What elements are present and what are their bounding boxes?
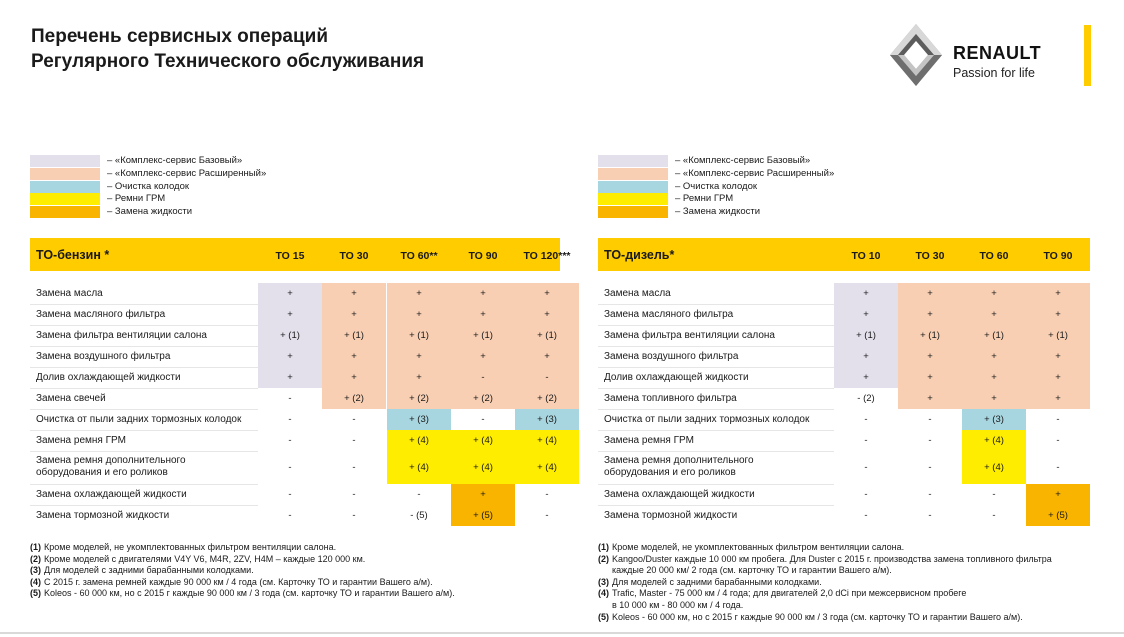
footnote-number: (4) xyxy=(598,588,609,599)
footnote-text: Кроме моделей с двигателями V4Y V6, M4R, 2ZV, H4M – каждые 120 000 км. xyxy=(44,553,366,564)
table-cell: + xyxy=(322,304,386,325)
table-cell: + xyxy=(322,283,386,304)
footnote-text: С 2015 г. замена ремней каждые 90 000 км / 4 года (см. Карточку ТО и гарантии Вашего а/м). xyxy=(44,576,433,587)
table-cell: + (1) xyxy=(258,325,322,346)
table-cell: + xyxy=(962,367,1026,388)
footnote xyxy=(598,554,1052,566)
row-label xyxy=(604,510,737,522)
column-header: ТО 10 xyxy=(851,250,881,262)
table-cell: + xyxy=(451,346,515,367)
row-label-line: Очистка от пыли задних тормозных колодок xyxy=(36,413,242,425)
row-label xyxy=(36,489,187,501)
table-cell: - xyxy=(992,510,996,521)
table-cell: + (2) xyxy=(451,388,515,409)
table-row xyxy=(598,505,1090,526)
table-cell: - xyxy=(1056,462,1060,473)
table-cell: - xyxy=(288,435,292,446)
footnote xyxy=(598,542,1052,554)
table-row xyxy=(30,283,560,304)
table-cell: + (4) xyxy=(451,430,515,451)
table-cell: + (5) xyxy=(1026,505,1090,526)
table-cell: + xyxy=(515,283,579,304)
brand-tagline: Passion for life xyxy=(953,66,1035,80)
table-cell: + (4) xyxy=(962,430,1026,451)
footnote-text: Для моделей с задними барабанными колодками. xyxy=(44,565,254,576)
table-cell: + (1) xyxy=(515,325,579,346)
table-row xyxy=(598,451,1090,484)
table-cell: + (5) xyxy=(451,505,515,526)
row-label-line: Замена топливного фильтра xyxy=(604,392,737,404)
footnote-text: Кроме моделей, не укомплектованных фильтром вентиляции салона. xyxy=(612,542,905,552)
row-label xyxy=(604,393,737,405)
column-header: ТО 30 xyxy=(915,250,945,262)
table-header xyxy=(30,238,571,271)
table-row xyxy=(598,484,1090,505)
row-label-line: Замена фильтра вентиляции салона xyxy=(36,329,207,341)
table-cell: + (4) xyxy=(962,451,1026,484)
table-cell: + xyxy=(451,304,515,325)
table-cell: + (1) xyxy=(322,325,386,346)
page-title xyxy=(31,24,424,74)
table-cell: - xyxy=(288,393,292,404)
row-label-line: Замена масляного фильтра xyxy=(36,308,166,320)
row-label xyxy=(604,455,754,479)
row-label-line: оборудования и его роликов xyxy=(36,467,168,478)
footnote xyxy=(598,588,1052,600)
table-cell: + xyxy=(515,304,579,325)
row-label-line: Замена тормозной жидкости xyxy=(604,509,738,521)
table-row xyxy=(598,346,1090,367)
footnote-number: (5) xyxy=(30,588,41,599)
legend-label: – «Комплекс-сервис Базовый» xyxy=(675,155,811,166)
footnote xyxy=(30,542,455,554)
table-cell: + (4) xyxy=(451,451,515,484)
table-cell: + xyxy=(387,367,451,388)
legend-label: – Замена жидкости xyxy=(107,206,193,218)
footnote-continuation xyxy=(598,565,1052,577)
table-cell: - xyxy=(352,489,356,500)
legend-swatch xyxy=(598,206,668,218)
table-cell: - xyxy=(928,510,932,521)
footnote-number: (2) xyxy=(30,553,41,564)
footnote-number: (4) xyxy=(30,576,41,587)
row-label xyxy=(604,351,738,363)
table-cell: - xyxy=(864,414,868,425)
table-cell: + xyxy=(258,283,322,304)
table-cell: + xyxy=(1026,388,1090,409)
row-label-line: Замена ремня дополнительного xyxy=(36,455,186,466)
row-label xyxy=(604,489,755,501)
table-cell: + xyxy=(962,388,1026,409)
table-cell: - xyxy=(545,489,549,500)
table-cell: + xyxy=(834,283,898,304)
table-cell: + (1) xyxy=(387,325,451,346)
row-label-line: Замена охлаждающей жидкости xyxy=(36,488,187,500)
row-label-line: Замена масляного фильтра xyxy=(604,308,734,320)
table-cell: - xyxy=(288,510,292,521)
table-cell: + xyxy=(898,367,962,388)
table-cell: + xyxy=(387,283,451,304)
table-cell: - xyxy=(451,367,515,388)
row-label-line: Замена ремня дополнительного xyxy=(604,455,754,466)
row-label xyxy=(36,393,106,405)
table-cell: - xyxy=(928,462,932,473)
table-row xyxy=(30,388,560,409)
table-cell: - xyxy=(352,414,356,425)
legend-label: – Ремни ГРМ xyxy=(107,193,166,205)
row-label xyxy=(36,288,103,300)
table-cell: + xyxy=(962,346,1026,367)
table-cell: + (4) xyxy=(387,451,451,484)
table-cell: + xyxy=(258,304,322,325)
table-cell: + xyxy=(387,304,451,325)
row-label xyxy=(604,414,809,426)
table-cell: + (3) xyxy=(962,409,1026,430)
table-row xyxy=(598,304,1090,325)
table-cell: + xyxy=(322,367,386,388)
column-header: ТО 30 xyxy=(339,250,369,262)
table-row xyxy=(30,451,560,484)
table-cell: + (2) xyxy=(387,388,451,409)
table-cell: - xyxy=(288,462,292,473)
table-cell: + (1) xyxy=(451,325,515,346)
row-label xyxy=(604,288,671,300)
table-cell: - xyxy=(352,510,356,521)
table-cell: - xyxy=(288,489,292,500)
table-cell: + xyxy=(962,283,1026,304)
table-cell: + (4) xyxy=(515,451,579,484)
row-label-line: Замена воздушного фильтра xyxy=(604,350,739,362)
legend-swatch xyxy=(30,181,100,193)
row-label-line: Замена ремня ГРМ xyxy=(36,434,126,446)
row-label xyxy=(604,330,775,342)
table-cell: + xyxy=(515,346,579,367)
table-cell: - xyxy=(928,414,932,425)
legend-label: – Очистка колодок xyxy=(675,180,758,192)
table-cell: + xyxy=(898,388,962,409)
legend-label: – «Комплекс-сервис Базовый» xyxy=(107,155,243,166)
table-cell: - xyxy=(992,489,996,500)
table-cell: - xyxy=(288,414,292,425)
legend-swatch xyxy=(598,168,668,180)
renault-diamond-icon xyxy=(888,22,944,88)
table-cell: + (4) xyxy=(387,430,451,451)
table-cell: + xyxy=(1026,484,1090,505)
footnote-number: (1) xyxy=(30,542,41,552)
table-cell: - xyxy=(352,435,356,446)
table-row xyxy=(30,430,560,451)
table-cell: + xyxy=(1026,367,1090,388)
row-label xyxy=(36,510,169,522)
footnote xyxy=(598,612,1052,624)
table-cell: + (2) xyxy=(322,388,386,409)
footnote-text: Koleos - 60 000 км, но с 2015 г каждые 90 000 км / 3 года (см. карточку ТО и гарантии Вашего а/м). xyxy=(44,588,455,599)
brand-name: RENAULT xyxy=(953,43,1042,63)
column-header: ТО 90 xyxy=(468,250,498,262)
footnote-text: Kangoo/Duster каждые 10 000 км пробега. Для Duster с 2015 г. производства замена топливного фильтра xyxy=(612,553,1052,564)
legend-swatch xyxy=(30,193,100,205)
legend-label: – «Комплекс-сервис Расширенный» xyxy=(675,167,835,179)
footnote-number: (3) xyxy=(30,565,41,576)
footnote xyxy=(598,577,1052,589)
column-header: ТО 90 xyxy=(1043,250,1073,262)
table-row xyxy=(30,304,560,325)
table-row xyxy=(30,325,560,346)
footnote-number: (2) xyxy=(598,553,609,564)
table-cell: - xyxy=(515,367,579,388)
table-header xyxy=(598,238,1090,271)
row-label xyxy=(36,435,126,447)
table-cell: + xyxy=(322,346,386,367)
table-cell: + (1) xyxy=(898,325,962,346)
row-label-line: Замена ремня ГРМ xyxy=(604,434,694,446)
table-row xyxy=(598,283,1090,304)
footnote-continuation xyxy=(598,600,1052,612)
column-header: ТО 120*** xyxy=(523,250,571,262)
table-cell: + (3) xyxy=(387,409,451,430)
column-header: ТО 60 xyxy=(979,250,1009,262)
table-cell: + (1) xyxy=(834,325,898,346)
footnote-number: (5) xyxy=(598,611,609,622)
table-cell: - xyxy=(352,462,356,473)
legend-label: – Замена жидкости xyxy=(675,206,761,218)
footnote xyxy=(30,588,455,600)
row-label xyxy=(36,330,207,342)
table-cell: - xyxy=(864,462,868,473)
footnote-number: (1) xyxy=(598,542,609,552)
legend-label: – Ремни ГРМ xyxy=(675,193,734,205)
table-row xyxy=(30,409,560,430)
column-header: ТО 60** xyxy=(400,250,438,262)
row-label xyxy=(36,309,165,321)
petrol-footnotes xyxy=(30,542,455,600)
table-cell: + xyxy=(834,346,898,367)
table-cell: - xyxy=(928,489,932,500)
table-cell: + xyxy=(834,367,898,388)
table-row xyxy=(598,388,1090,409)
table-row xyxy=(30,484,560,505)
table-cell: - xyxy=(1056,435,1060,446)
table-cell: + xyxy=(1026,283,1090,304)
row-label-line: Замена масла xyxy=(36,287,103,299)
row-label-line: оборудования и его роликов xyxy=(604,467,736,478)
table-row xyxy=(30,367,560,388)
table-row xyxy=(598,430,1090,451)
legend-swatch xyxy=(30,168,100,180)
bottom-divider xyxy=(0,632,1124,634)
table-cell: - xyxy=(1056,414,1060,425)
legend-swatch xyxy=(598,193,668,205)
table-cell: + xyxy=(1026,346,1090,367)
yellow-accent-bar xyxy=(1084,25,1091,86)
row-label-line: Замена тормозной жидкости xyxy=(36,509,170,521)
table-cell: + xyxy=(258,367,322,388)
table-cell: + xyxy=(898,283,962,304)
table-cell: + xyxy=(451,283,515,304)
table-row xyxy=(30,505,560,526)
legend-swatch xyxy=(30,206,100,218)
table-cell: - xyxy=(864,435,868,446)
row-label xyxy=(36,372,181,384)
page-title-line1: Перечень сервисных операций xyxy=(31,26,329,47)
table-cell: - (5) xyxy=(410,510,428,521)
row-label-line: Долив охлаждающей жидкости xyxy=(604,371,749,383)
row-label-line: Замена фильтра вентиляции салона xyxy=(604,329,775,341)
table-row xyxy=(598,367,1090,388)
table-cell: + (2) xyxy=(515,388,579,409)
table-cell: + (1) xyxy=(1026,325,1090,346)
legend-swatch xyxy=(598,155,668,167)
row-label xyxy=(36,414,241,426)
table-row xyxy=(598,325,1090,346)
table-cell: - (2) xyxy=(857,393,875,404)
table-cell: + xyxy=(898,346,962,367)
table-cell: + (3) xyxy=(515,409,579,430)
row-label-line: Замена масла xyxy=(604,287,671,299)
row-label xyxy=(604,309,733,321)
footnote-text: каждые 20 000 км/ 2 года (см. карточку ТО и гарантии Вашего а/м). xyxy=(612,565,892,576)
table-title: ТО-дизель* xyxy=(604,248,675,262)
table-cell: + xyxy=(387,346,451,367)
table-cell: + xyxy=(962,304,1026,325)
table-cell: - xyxy=(864,489,868,500)
row-label-line: Долив охлаждающей жидкости xyxy=(36,371,181,383)
row-label xyxy=(36,455,186,479)
row-label-line: Замена воздушного фильтра xyxy=(36,350,171,362)
footnote-text: Trafic, Master - 75 000 км / 4 года; для двигателей 2,0 dCi при межсервисном пробеге xyxy=(612,588,967,599)
table-cell: + xyxy=(451,484,515,505)
table-cell: - xyxy=(417,489,421,500)
table-cell: + (4) xyxy=(515,430,579,451)
legend-label: – «Комплекс-сервис Расширенный» xyxy=(107,167,267,179)
table-cell: + xyxy=(834,304,898,325)
table-row xyxy=(30,346,560,367)
footnote-text: Кроме моделей, не укомплектованных фильтром вентиляции салона. xyxy=(44,542,337,552)
footnote xyxy=(30,565,455,577)
row-label xyxy=(604,372,749,384)
legend-swatch xyxy=(598,181,668,193)
footnote-number: (3) xyxy=(598,576,609,587)
table-cell: - xyxy=(864,510,868,521)
row-label xyxy=(36,351,170,363)
footnote-text: Koleos - 60 000 км, но с 2015 г каждые 90 000 км / 3 года (см. карточку ТО и гарантии Вашего а/м). xyxy=(612,611,1023,622)
footnote-text: Для моделей с задними барабанными колодками. xyxy=(612,576,822,587)
footnote xyxy=(30,554,455,566)
table-cell: - xyxy=(481,414,485,425)
table-cell: + (1) xyxy=(962,325,1026,346)
legend-label: – Очистка колодок xyxy=(107,180,190,192)
row-label-line: Очистка от пыли задних тормозных колодок xyxy=(604,413,810,425)
table-cell: + xyxy=(1026,304,1090,325)
row-label xyxy=(604,435,694,447)
table-row xyxy=(598,409,1090,430)
footnote xyxy=(30,577,455,589)
page-title-line2: Регулярного Технического обслуживания xyxy=(31,51,425,72)
legend-swatch xyxy=(30,155,100,167)
table-title: ТО-бензин * xyxy=(36,248,110,262)
row-label-line: Замена свечей xyxy=(36,392,106,404)
table-cell: + xyxy=(258,346,322,367)
row-label-line: Замена охлаждающей жидкости xyxy=(604,488,755,500)
table-cell: + xyxy=(898,304,962,325)
column-header: ТО 15 xyxy=(275,250,305,262)
footnote-text: в 10 000 км - 80 000 км / 4 года. xyxy=(612,599,744,610)
table-cell: - xyxy=(928,435,932,446)
table-cell: - xyxy=(545,510,549,521)
diesel-footnotes xyxy=(598,542,1052,623)
